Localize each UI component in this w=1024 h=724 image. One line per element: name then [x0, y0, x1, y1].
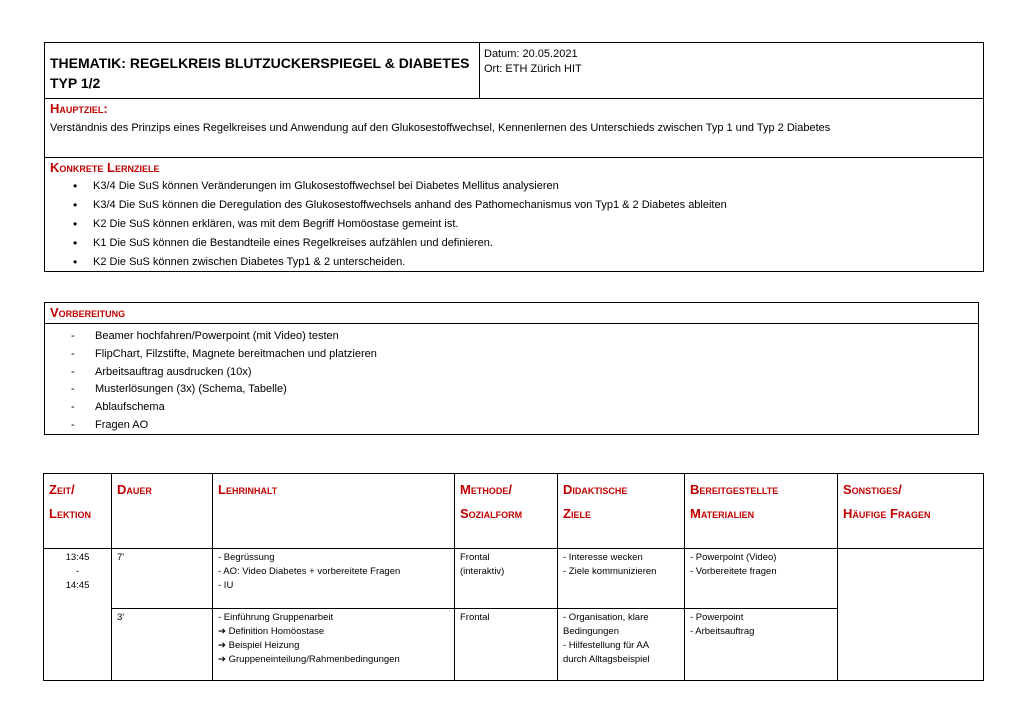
table-header-row [44, 474, 984, 549]
column-header-didactic [558, 474, 685, 549]
document-title: THEMATIK: REGELKREIS BLUTZUCKERSPIEGEL & DIABETES TYP 1/2 [50, 55, 470, 91]
column-header-time [44, 474, 112, 549]
preparation-header [45, 303, 978, 324]
materials-cell [685, 609, 838, 681]
didactic-line: durch Alltagsbeispiel [563, 654, 650, 665]
schedule-grid [43, 473, 984, 681]
arrow-right-icon: ➔ [218, 626, 226, 637]
content-line: - IU [218, 580, 234, 591]
objectives-section [45, 157, 983, 273]
method-line: Frontal [460, 552, 490, 563]
column-header-method [455, 474, 558, 549]
content-text: Definition Homöostase [225, 626, 325, 637]
materials-line: - Powerpoint (Video) [690, 552, 777, 563]
objectives-heading-initial2: L [107, 160, 115, 175]
duration-cell: 3' [112, 609, 213, 681]
header-rest: ereitgestellte [699, 482, 779, 497]
header-initial2: L [49, 506, 57, 521]
cognitive-level: K3/4 [93, 180, 116, 192]
cognitive-level: K2 [93, 218, 107, 230]
content-cell [213, 609, 455, 681]
header-rest: ethode/ [470, 482, 512, 497]
method-line: (interaktiv) [460, 566, 505, 577]
content-line: - AO: Video Diabetes + vorbereitete Fragen [218, 566, 401, 577]
preparation-heading-rest: orbereitung [58, 305, 126, 320]
main-goal-text: Verständnis des Prinzips eines Regelkreises und Anwendung auf den Glukosestoffwechsel, Kennenlernen des Unterschieds zwischen Typ 1 und Typ 2 Diabetes [50, 122, 831, 134]
content-line: - Begrüssung [218, 552, 275, 563]
main-goal-heading [50, 101, 108, 116]
column-header-misc [838, 474, 984, 549]
materials-line: - Vorbereitete fragen [690, 566, 777, 577]
method-line: Frontal [460, 612, 490, 623]
header-rest: idaktische [572, 482, 628, 497]
list-item [69, 196, 727, 215]
list-item: - Arbeitsauftrag ausdrucken (10x) [67, 364, 377, 382]
objective-text: Die SuS können die Deregulation des Glukosestoffwechsels anhand des Pathomechanismus von Typ1 & 2 Diabetes ableiten [115, 199, 727, 211]
column-header-content [213, 474, 455, 549]
column-header-materials [685, 474, 838, 549]
preparation-list [67, 328, 377, 435]
list-item [69, 177, 727, 196]
header-rest: onstiges/ [851, 482, 902, 497]
misc-cell [838, 549, 984, 681]
cognitive-level: K2 [93, 256, 107, 268]
materials-line: - Arbeitsauftrag [690, 626, 755, 637]
didactic-line: - Interesse wecken [563, 552, 643, 563]
objectives-list [69, 177, 727, 272]
list-item: - Fragen AO [67, 417, 377, 435]
list-item: - Ablaufschema [67, 399, 377, 417]
content-line [218, 639, 449, 653]
time-separator: - [75, 566, 80, 577]
table-row [44, 549, 984, 609]
objective-text: Die SuS können erklären, was mit dem Begriff Homöostase gemeint ist. [106, 218, 459, 230]
list-item [69, 234, 727, 253]
header-rest2: iele [570, 506, 591, 521]
objectives-heading-rest: ernziele [114, 160, 160, 175]
cognitive-level: K3/4 [93, 199, 116, 211]
time-end: 14:45 [65, 580, 90, 591]
didactic-line: - Ziele kommunizieren [563, 566, 657, 577]
list-item [69, 253, 727, 272]
header-rest2: ektion [56, 506, 91, 521]
header-rest: auer [126, 482, 152, 497]
objectives-heading-mid: onkrete [59, 160, 108, 175]
time-start: 13:45 [65, 552, 90, 563]
didactic-line: - Organisation, klare [563, 612, 649, 623]
objectives-heading-initial: K [50, 160, 60, 175]
content-text: Beispiel Heizung [225, 640, 300, 651]
main-goal-heading-rest: auptziel: [59, 101, 108, 116]
list-item: - Musterlösungen (3x) (Schema, Tabelle) [67, 381, 377, 399]
didactic-cell [558, 609, 685, 681]
list-item: - Beamer hochfahren/Powerpoint (mit Video) testen [67, 328, 377, 346]
arrow-right-icon: ➔ [218, 654, 226, 665]
schedule-table [44, 474, 984, 676]
header-initial: Z [49, 482, 57, 497]
method-cell [455, 609, 558, 681]
content-line: - Einführung Gruppenarbeit [218, 612, 334, 623]
header-rest: eit/ [56, 482, 75, 497]
objectives-heading [50, 160, 159, 175]
header-initial2: M [690, 506, 701, 521]
header-initial2: H [843, 506, 853, 521]
header-initial: D [563, 482, 573, 497]
didactic-line: - Hilfestellung für AA [563, 640, 650, 651]
content-cell [213, 549, 455, 609]
preparation-heading [50, 305, 125, 320]
meta-info [484, 47, 582, 77]
materials-cell [685, 549, 838, 609]
materials-line: - Powerpoint [690, 612, 744, 623]
didactic-cell [558, 549, 685, 609]
list-item [69, 215, 727, 234]
content-line [218, 625, 449, 639]
duration-cell: 7' [112, 549, 213, 609]
main-goal-heading-initial: H [50, 101, 60, 116]
header-rest2: ozialform [468, 506, 523, 521]
meta-cell [479, 43, 985, 98]
preparation-heading-initial: V [50, 305, 59, 320]
header-rest2: äufige Fragen [852, 506, 931, 521]
method-cell [455, 549, 558, 609]
header-initial: D [117, 482, 127, 497]
header-rest: ehrinhalt [225, 482, 278, 497]
header-initial: M [460, 482, 471, 497]
title-row [45, 43, 983, 99]
content-text: Gruppeneinteilung/Rahmenbedingungen [225, 654, 400, 665]
lesson-header-table [44, 42, 984, 272]
header-rest2: aterialien [700, 506, 755, 521]
preparation-box [44, 302, 979, 435]
objective-text: Die SuS können die Bestandteile eines Regelkreises aufzählen und definieren. [106, 237, 493, 249]
header-initial: S [843, 482, 852, 497]
header-initial2: S [460, 506, 469, 521]
arrow-right-icon: ➔ [218, 640, 226, 651]
objective-text: Die SuS können Veränderungen im Glukosestoffwechsel bei Diabetes Mellitus analysieren [115, 180, 559, 192]
content-line [218, 653, 449, 667]
header-initial2: Z [563, 506, 571, 521]
column-header-duration [112, 474, 213, 549]
list-item: - FlipChart, Filzstifte, Magnete bereitmachen und platzieren [67, 346, 377, 364]
header-initial: B [690, 482, 700, 497]
cognitive-level: K1 [93, 237, 107, 249]
main-goal-section [45, 98, 983, 158]
objective-text: Die SuS können zwischen Diabetes Typ1 & 2 unterscheiden. [106, 256, 406, 268]
location-field: Ort: ETH Zürich HIT [484, 63, 582, 75]
time-cell [44, 549, 112, 681]
didactic-line: Bedingungen [563, 626, 619, 637]
date-field: Datum: 20.05.2021 [484, 48, 578, 60]
header-initial: L [218, 482, 226, 497]
